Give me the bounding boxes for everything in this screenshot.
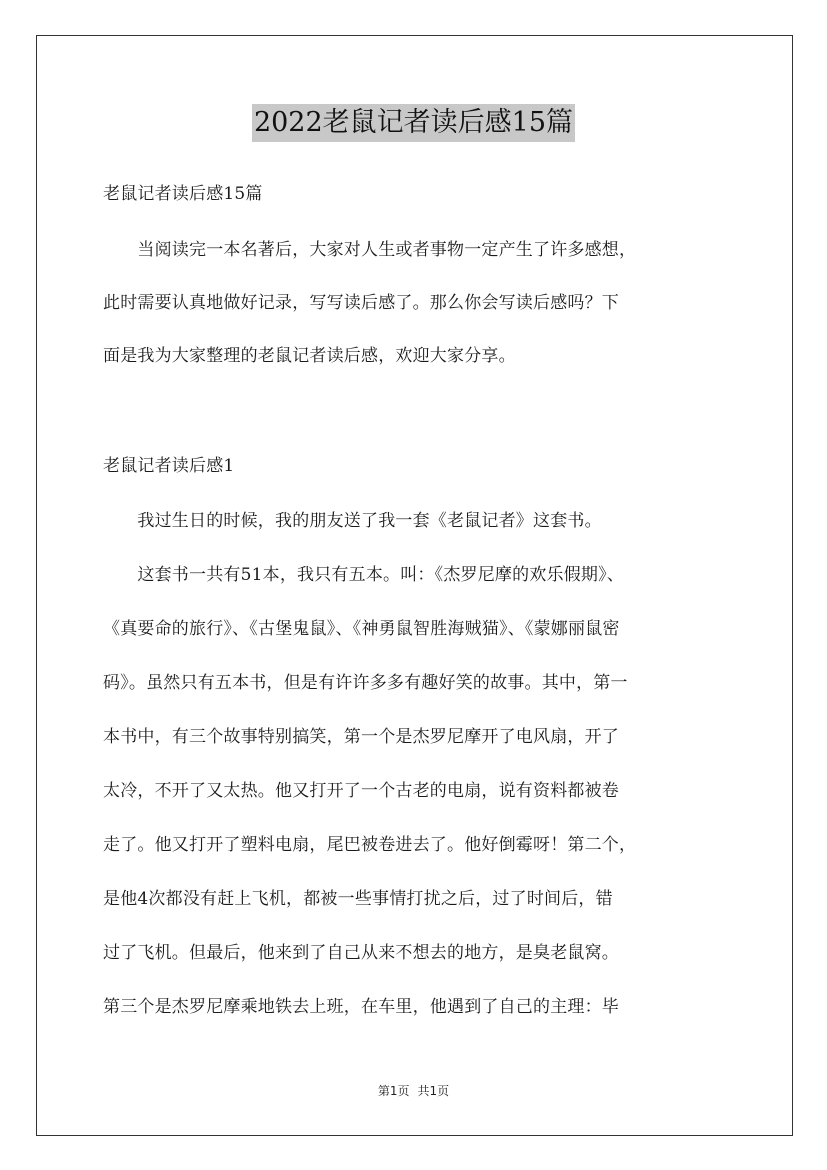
paragraph-line: 第三个是杰罗尼摩乘地铁去上班，在车里，他遇到了自己的主理：毕 [103,997,619,1017]
paragraph-line: 《真要命的旅行》、《古堡鬼鼠》、《神勇鼠智胜海贼猫》、《蒙娜丽鼠密 [103,619,620,639]
paragraph-line: 这套书一共有51本，我只有五本。叫：《杰罗尼摩的欢乐假期》、 [103,565,625,585]
paragraph-line: 当阅读完一本名著后，大家对人生或者事物一定产生了许多感想， [103,240,637,260]
subtitle-line: 老鼠记者读后感15篇 [103,184,263,204]
title-container [0,104,827,142]
paragraph-line: 太冷，不开了又太热。他又打开了一个古老的电扇，说有资料都被卷 [103,781,619,801]
paragraph-line: 走了。他又打开了塑料电扇，尾巴被卷进去了。他好倒霉呀！第二个， [103,835,637,855]
paragraph-line: 此时需要认真地做好记录，写写读后感了。那么你会写读后感吗？下 [103,293,619,313]
page-total: 共1页 [417,1084,450,1098]
paragraph-line: 本书中，有三个故事特别搞笑，第一个是杰罗尼摩开了电风扇，开了 [103,727,619,747]
paragraph-line: 面是我为大家整理的老鼠记者读后感，欢迎大家分享。 [103,346,516,366]
page-number: 第1页 [377,1084,410,1098]
paragraph-line: 是他4次都没有赶上飞机，都被一些事情打扰之后，过了时间后，错 [103,889,613,909]
section-heading: 老鼠记者读后感1 [103,456,235,476]
document-title: 2022老鼠记者读后感15篇 [252,104,575,142]
paragraph-line: 我过生日的时候，我的朋友送了我一套《老鼠记者》这套书。 [103,511,602,531]
paragraph-line: 过了飞机。但最后，他来到了自己从来不想去的地方，是臭老鼠窝。 [103,943,619,963]
page-footer [0,1083,827,1099]
paragraph-line: 码》。虽然只有五本书，但是有许许多多有趣好笑的故事。其中，第一 [103,673,628,693]
